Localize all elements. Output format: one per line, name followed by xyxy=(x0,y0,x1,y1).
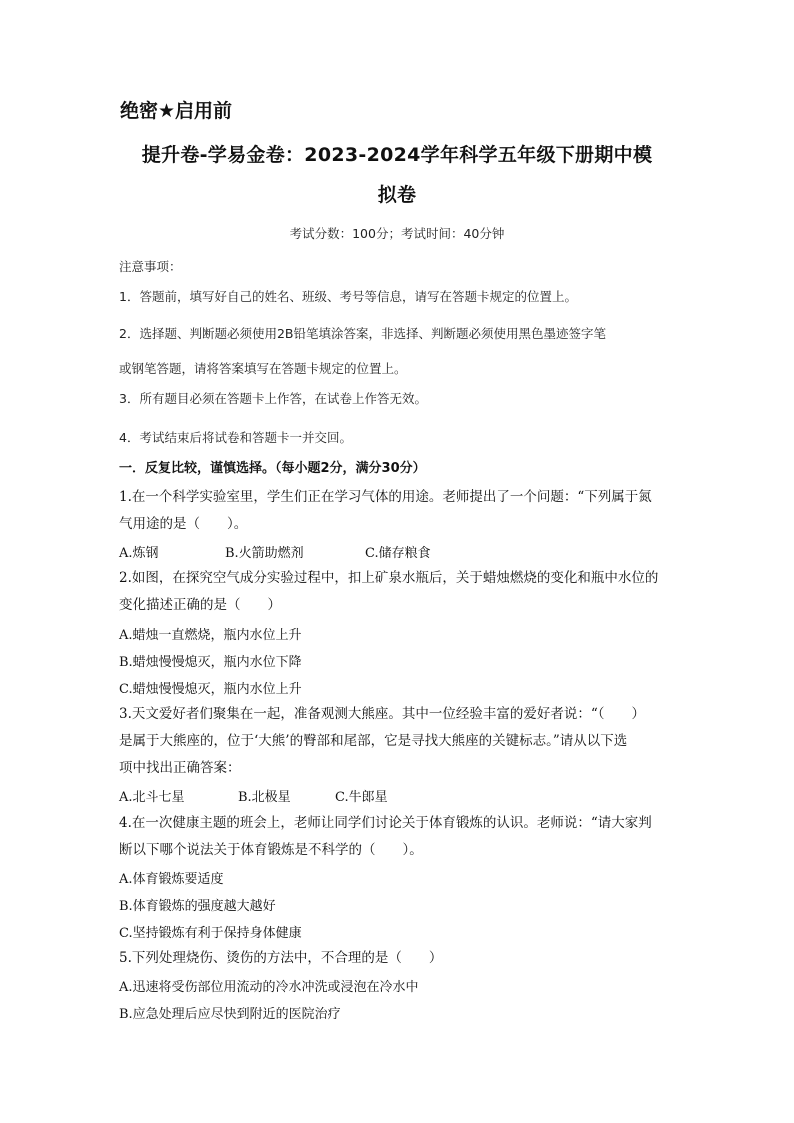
question-2-option-c: C.蜡烛慢慢熄灭，瓶内水位上升 xyxy=(119,682,302,697)
question-5-option-b: B.应急处理后应尽快到附近的医院治疗 xyxy=(119,1007,341,1022)
note-item-3: 3．所有题目必须在答题卡上作答，在试卷上作答无效。 xyxy=(119,391,427,406)
note-item-4: 4．考试结束后将试卷和答题卡一并交回。 xyxy=(119,430,352,445)
note-item-2: 2．选择题、判断题必须使用2B铅笔填涂答案，非选择、判断题必须使用黑色墨迹签字笔 xyxy=(119,326,606,341)
question-5-line-1: 5.下列处理烧伤、烫伤的方法中，不合理的是（ ） xyxy=(119,950,443,966)
question-1-option-c: C.储存粮食 xyxy=(365,546,431,561)
question-4-option-c: C.坚持锻炼有利于保持身体健康 xyxy=(119,926,302,941)
question-3-line-3: 项中找出正确答案： xyxy=(119,760,241,776)
note-item-2-cont: 或钢笔答题，请将答案填写在答题卡规定的位置上。 xyxy=(119,361,407,376)
question-3-option-b: B.北极星 xyxy=(238,790,291,805)
question-1-line-2: 气用途的是（ ）。 xyxy=(119,516,248,532)
question-2-line-2: 变化描述正确的是（ ） xyxy=(119,597,281,613)
question-2-option-b: B.蜡烛慢慢熄灭，瓶内水位下降 xyxy=(119,655,302,670)
question-2-option-a: A.蜡烛一直燃烧，瓶内水位上升 xyxy=(119,628,302,643)
question-4-line-1: 4.在一次健康主题的班会上，老师让同学们讨论关于体育锻炼的认识。老师说：“请大家判 xyxy=(119,815,652,831)
section-1-heading: 一．反复比较，谨慎选择。（每小题2分，满分30分） xyxy=(119,461,426,476)
question-4-line-2: 断以下哪个说法关于体育锻炼是不科学的（ ）。 xyxy=(119,842,423,858)
question-4-option-a: A.体育锻炼要适度 xyxy=(119,872,224,887)
notes-heading: 注意事项： xyxy=(119,259,182,274)
question-3-option-a: A.北斗七星 xyxy=(119,790,185,805)
question-1-option-b: B.火箭助燃剂 xyxy=(225,546,304,561)
page-title-line-1: 提升卷-学易金卷：2023-2024学年科学五年级下册期中模 xyxy=(141,144,653,166)
note-item-1: 1．答题前，填写好自己的姓名、班级、考号等信息，请写在答题卡规定的位置上。 xyxy=(119,289,577,304)
question-4-option-b: B.体育锻炼的强度越大越好 xyxy=(119,899,276,914)
question-1-line-1: 1.在一个科学实验室里，学生们正在学习气体的用途。老师提出了一个问题：“下列属于氮 xyxy=(119,489,652,505)
question-3-line-2: 是属于大熊座的，位于‘大熊’的臀部和尾部，它是寻找大熊座的关键标志。”请从以下选 xyxy=(119,733,628,749)
page-title-line-2: 拟卷 xyxy=(377,184,417,206)
exam-meta: 考试分数：100分；考试时间：40分钟 xyxy=(289,226,505,241)
question-3-option-c: C.牛郎星 xyxy=(335,790,388,805)
question-1-option-a: A.炼钢 xyxy=(119,546,159,561)
question-2-line-1: 2.如图，在探究空气成分实验过程中，扣上矿泉水瓶后，关于蜡烛燃烧的变化和瓶中水位的 xyxy=(119,570,659,586)
question-3-line-1: 3.天文爱好者们聚集在一起，准备观测大熊座。其中一位经验丰富的爱好者说：“（ ） xyxy=(119,706,646,722)
question-5-option-a: A.迅速将受伤部位用流动的冷水冲洗或浸泡在冷水中 xyxy=(119,980,419,995)
secret-mark: 绝密★启用前 xyxy=(120,100,233,122)
